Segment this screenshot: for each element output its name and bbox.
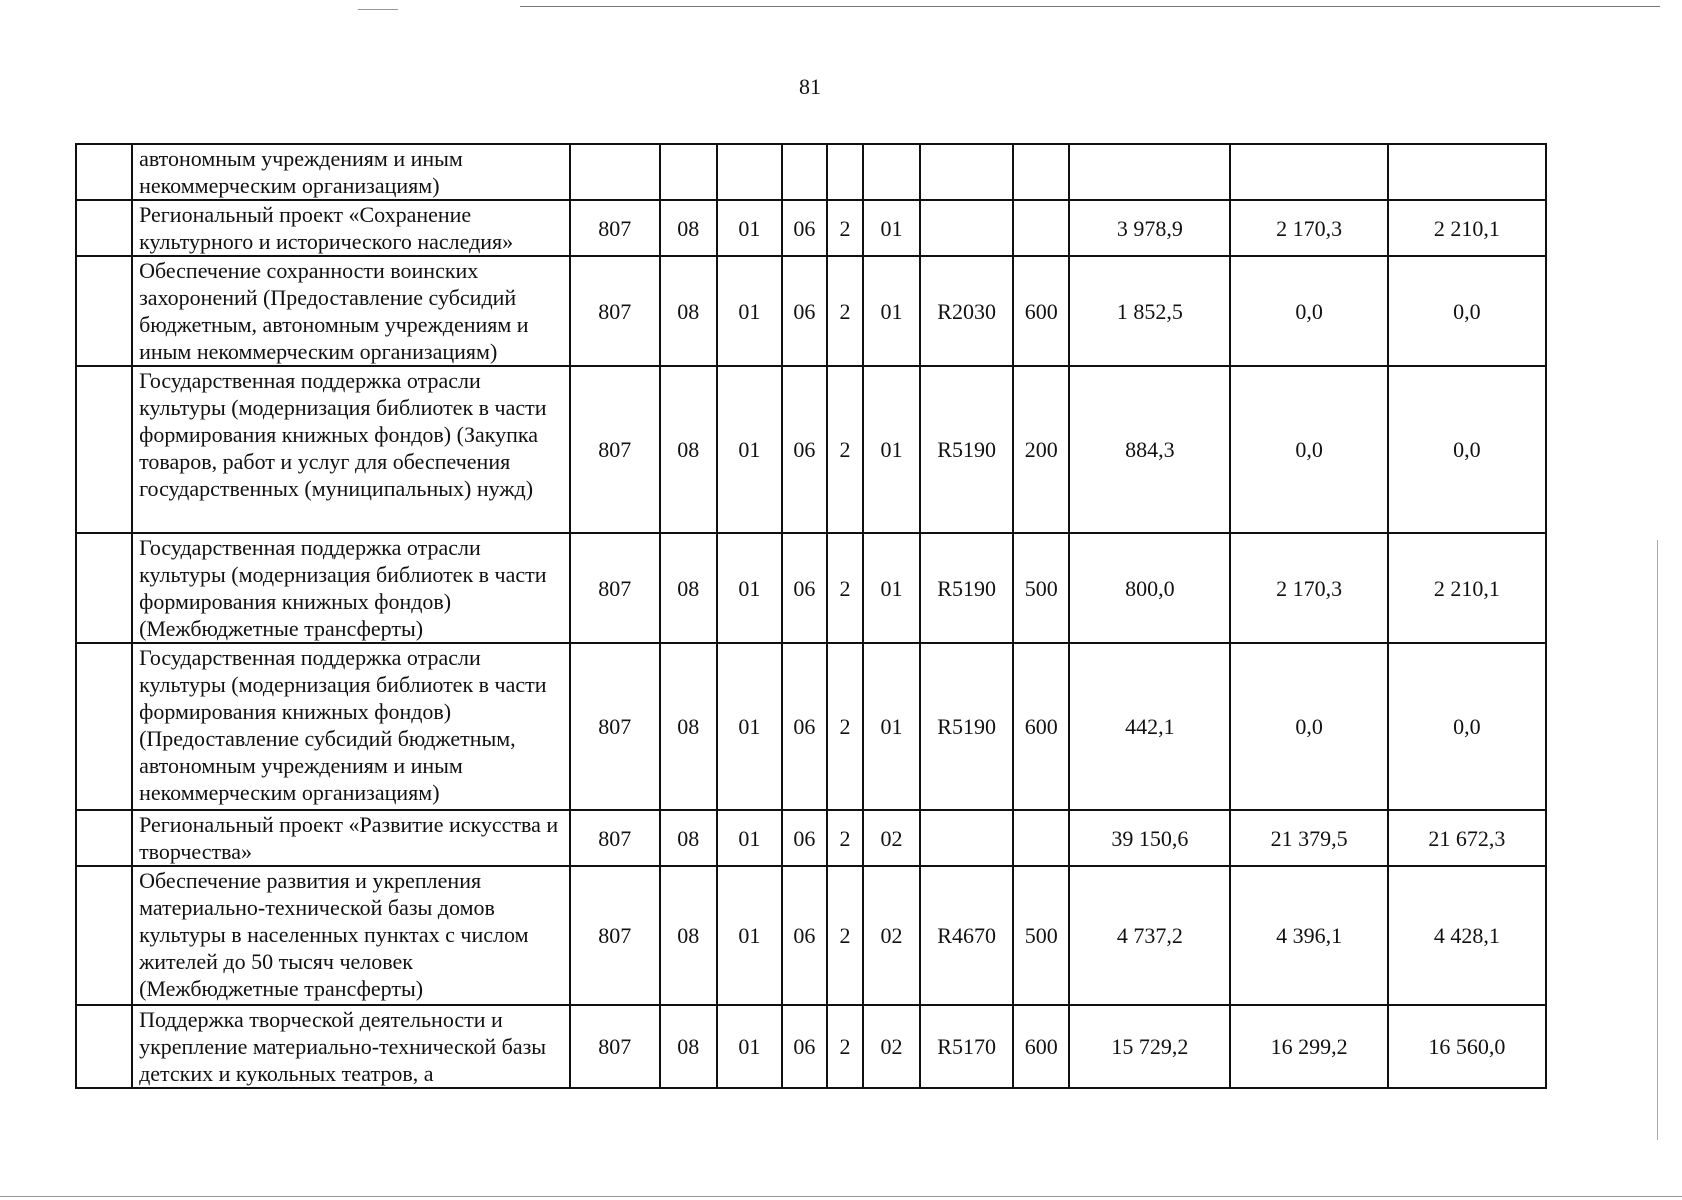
table-row bbox=[76, 200, 1546, 256]
cell-subsection: 01 bbox=[717, 866, 782, 1005]
cell-ministry: 807 bbox=[570, 256, 660, 366]
cell-project: 01 bbox=[863, 256, 920, 366]
cell-program: 06 bbox=[782, 866, 827, 1005]
row-name: Поддержка творческой деятельности и укрепление материально-технической базы детских и кукольных театров, а bbox=[132, 1005, 570, 1088]
cell-amount-year1: 442,1 bbox=[1069, 643, 1230, 810]
cell-project: 01 bbox=[863, 533, 920, 643]
cell-amount-year2: 0,0 bbox=[1230, 256, 1387, 366]
cell-amount-year1: 4 737,2 bbox=[1069, 866, 1230, 1005]
cell-section: 08 bbox=[660, 866, 717, 1005]
cell-ministry: 807 bbox=[570, 643, 660, 810]
cell-expense-type: 600 bbox=[1013, 643, 1069, 810]
cell-amount-year1: 39 150,6 bbox=[1069, 810, 1230, 866]
cell-ministry bbox=[570, 144, 660, 200]
cell-program: 06 bbox=[782, 1005, 827, 1088]
cell-expense-type bbox=[1013, 810, 1069, 866]
cell-program: 06 bbox=[782, 256, 827, 366]
cell-ministry: 807 bbox=[570, 366, 660, 533]
cell-ministry: 807 bbox=[570, 533, 660, 643]
cell-subprogram bbox=[827, 144, 863, 200]
row-blank-cell bbox=[76, 533, 132, 643]
cell-project: 02 bbox=[863, 866, 920, 1005]
cell-ministry: 807 bbox=[570, 1005, 660, 1088]
cell-project: 02 bbox=[863, 1005, 920, 1088]
cell-amount-year3: 2 210,1 bbox=[1388, 533, 1546, 643]
table-row bbox=[76, 144, 1546, 200]
cell-program: 06 bbox=[782, 533, 827, 643]
budget-table bbox=[75, 143, 1547, 1089]
cell-amount-year3: 16 560,0 bbox=[1388, 1005, 1546, 1088]
cell-expense-type: 600 bbox=[1013, 1005, 1069, 1088]
cell-expense-type: 500 bbox=[1013, 866, 1069, 1005]
cell-project: 01 bbox=[863, 643, 920, 810]
cell-amount-year2: 4 396,1 bbox=[1230, 866, 1387, 1005]
cell-subprogram: 2 bbox=[827, 256, 863, 366]
cell-section: 08 bbox=[660, 256, 717, 366]
cell-subprogram: 2 bbox=[827, 643, 863, 810]
row-name: Региональный проект «Развитие искусства и творчества» bbox=[132, 810, 570, 866]
cell-amount-year3: 21 672,3 bbox=[1388, 810, 1546, 866]
row-name: Обеспечение развития и укрепления материально-технической базы домов культуры в населенных пунктах с числом жителей до 50 тысяч человек (Межбюджетные трансферты) bbox=[132, 866, 570, 1005]
cell-expense-type: 200 bbox=[1013, 366, 1069, 533]
cell-subsection: 01 bbox=[717, 366, 782, 533]
cell-subprogram: 2 bbox=[827, 533, 863, 643]
cell-subprogram: 2 bbox=[827, 866, 863, 1005]
cell-section: 08 bbox=[660, 533, 717, 643]
cell-section: 08 bbox=[660, 200, 717, 256]
row-name: автономным учреждениям и иным некоммерческим организациям) bbox=[132, 144, 570, 200]
cell-direction: R5170 bbox=[920, 1005, 1013, 1088]
row-blank-cell bbox=[76, 810, 132, 866]
table-row bbox=[76, 866, 1546, 1005]
cell-direction bbox=[920, 144, 1013, 200]
cell-amount-year1: 800,0 bbox=[1069, 533, 1230, 643]
cell-direction: R5190 bbox=[920, 533, 1013, 643]
table-row bbox=[76, 643, 1546, 810]
cell-amount-year2: 0,0 bbox=[1230, 643, 1387, 810]
cell-amount-year1: 884,3 bbox=[1069, 366, 1230, 533]
cell-amount-year2: 2 170,3 bbox=[1230, 533, 1387, 643]
cell-subsection: 01 bbox=[717, 643, 782, 810]
scan-mark-top bbox=[358, 9, 398, 10]
cell-expense-type: 600 bbox=[1013, 256, 1069, 366]
cell-section: 08 bbox=[660, 810, 717, 866]
table-row bbox=[76, 810, 1546, 866]
cell-project: 02 bbox=[863, 810, 920, 866]
cell-project: 01 bbox=[863, 200, 920, 256]
cell-amount-year2: 2 170,3 bbox=[1230, 200, 1387, 256]
cell-amount-year1: 15 729,2 bbox=[1069, 1005, 1230, 1088]
cell-amount-year1: 3 978,9 bbox=[1069, 200, 1230, 256]
cell-amount-year3: 4 428,1 bbox=[1388, 866, 1546, 1005]
cell-program: 06 bbox=[782, 200, 827, 256]
cell-subsection: 01 bbox=[717, 810, 782, 866]
row-blank-cell bbox=[76, 643, 132, 810]
table-row bbox=[76, 256, 1546, 366]
cell-project: 01 bbox=[863, 366, 920, 533]
cell-section: 08 bbox=[660, 643, 717, 810]
cell-direction bbox=[920, 200, 1013, 256]
table-row bbox=[76, 1005, 1546, 1088]
cell-subprogram: 2 bbox=[827, 200, 863, 256]
cell-subprogram: 2 bbox=[827, 810, 863, 866]
row-blank-cell bbox=[76, 256, 132, 366]
cell-subsection: 01 bbox=[717, 256, 782, 366]
cell-section bbox=[660, 144, 717, 200]
cell-subsection: 01 bbox=[717, 533, 782, 643]
table-row bbox=[76, 533, 1546, 643]
cell-section: 08 bbox=[660, 366, 717, 533]
cell-direction: R2030 bbox=[920, 256, 1013, 366]
cell-direction: R5190 bbox=[920, 643, 1013, 810]
scan-border-bottom bbox=[0, 1196, 1682, 1197]
cell-amount-year2: 0,0 bbox=[1230, 366, 1387, 533]
table-row bbox=[76, 366, 1546, 533]
row-blank-cell bbox=[76, 366, 132, 533]
scan-border-top bbox=[520, 6, 1660, 7]
cell-program: 06 bbox=[782, 366, 827, 533]
cell-amount-year2: 16 299,2 bbox=[1230, 1005, 1387, 1088]
scan-border-right bbox=[1657, 540, 1658, 1140]
row-blank-cell bbox=[76, 200, 132, 256]
cell-section: 08 bbox=[660, 1005, 717, 1088]
cell-amount-year3: 2 210,1 bbox=[1388, 200, 1546, 256]
row-name: Государственная поддержка отрасли культуры (модернизация библиотек в части формирования книжных фондов) (Предоставление субсидий бюджетным, автономным учреждениям и иным некоммерческим организациям) bbox=[132, 643, 570, 810]
row-blank-cell bbox=[76, 1005, 132, 1088]
cell-amount-year2: 21 379,5 bbox=[1230, 810, 1387, 866]
cell-direction: R5190 bbox=[920, 366, 1013, 533]
cell-subsection: 01 bbox=[717, 1005, 782, 1088]
cell-amount-year1 bbox=[1069, 144, 1230, 200]
cell-amount-year3: 0,0 bbox=[1388, 256, 1546, 366]
cell-program: 06 bbox=[782, 810, 827, 866]
cell-amount-year3 bbox=[1388, 144, 1546, 200]
row-name: Государственная поддержка отрасли культуры (модернизация библиотек в части формирования книжных фондов) (Закупка товаров, работ и услуг для обеспечения государственных (муниципальных) нужд) bbox=[132, 366, 570, 533]
cell-amount-year3: 0,0 bbox=[1388, 366, 1546, 533]
cell-expense-type bbox=[1013, 144, 1069, 200]
cell-amount-year1: 1 852,5 bbox=[1069, 256, 1230, 366]
cell-ministry: 807 bbox=[570, 200, 660, 256]
cell-amount-year3: 0,0 bbox=[1388, 643, 1546, 810]
cell-program: 06 bbox=[782, 643, 827, 810]
cell-ministry: 807 bbox=[570, 810, 660, 866]
cell-expense-type: 500 bbox=[1013, 533, 1069, 643]
budget-table-body bbox=[76, 144, 1546, 1088]
cell-expense-type bbox=[1013, 200, 1069, 256]
cell-subprogram: 2 bbox=[827, 1005, 863, 1088]
cell-subsection: 01 bbox=[717, 200, 782, 256]
row-name: Региональный проект «Сохранение культурного и исторического наследия» bbox=[132, 200, 570, 256]
cell-direction: R4670 bbox=[920, 866, 1013, 1005]
cell-subprogram: 2 bbox=[827, 366, 863, 533]
row-blank-cell bbox=[76, 144, 132, 200]
cell-subsection bbox=[717, 144, 782, 200]
cell-direction bbox=[920, 810, 1013, 866]
cell-project bbox=[863, 144, 920, 200]
page-number: 81 bbox=[799, 74, 821, 99]
row-name: Обеспечение сохранности воинских захоронений (Предоставление субсидий бюджетным, автономным учреждениям и иным некоммерческим организациям) bbox=[132, 256, 570, 366]
cell-program bbox=[782, 144, 827, 200]
cell-amount-year2 bbox=[1230, 144, 1387, 200]
row-blank-cell bbox=[76, 866, 132, 1005]
row-name: Государственная поддержка отрасли культуры (модернизация библиотек в части формирования книжных фондов) (Межбюджетные трансферты) bbox=[132, 533, 570, 643]
cell-ministry: 807 bbox=[570, 866, 660, 1005]
